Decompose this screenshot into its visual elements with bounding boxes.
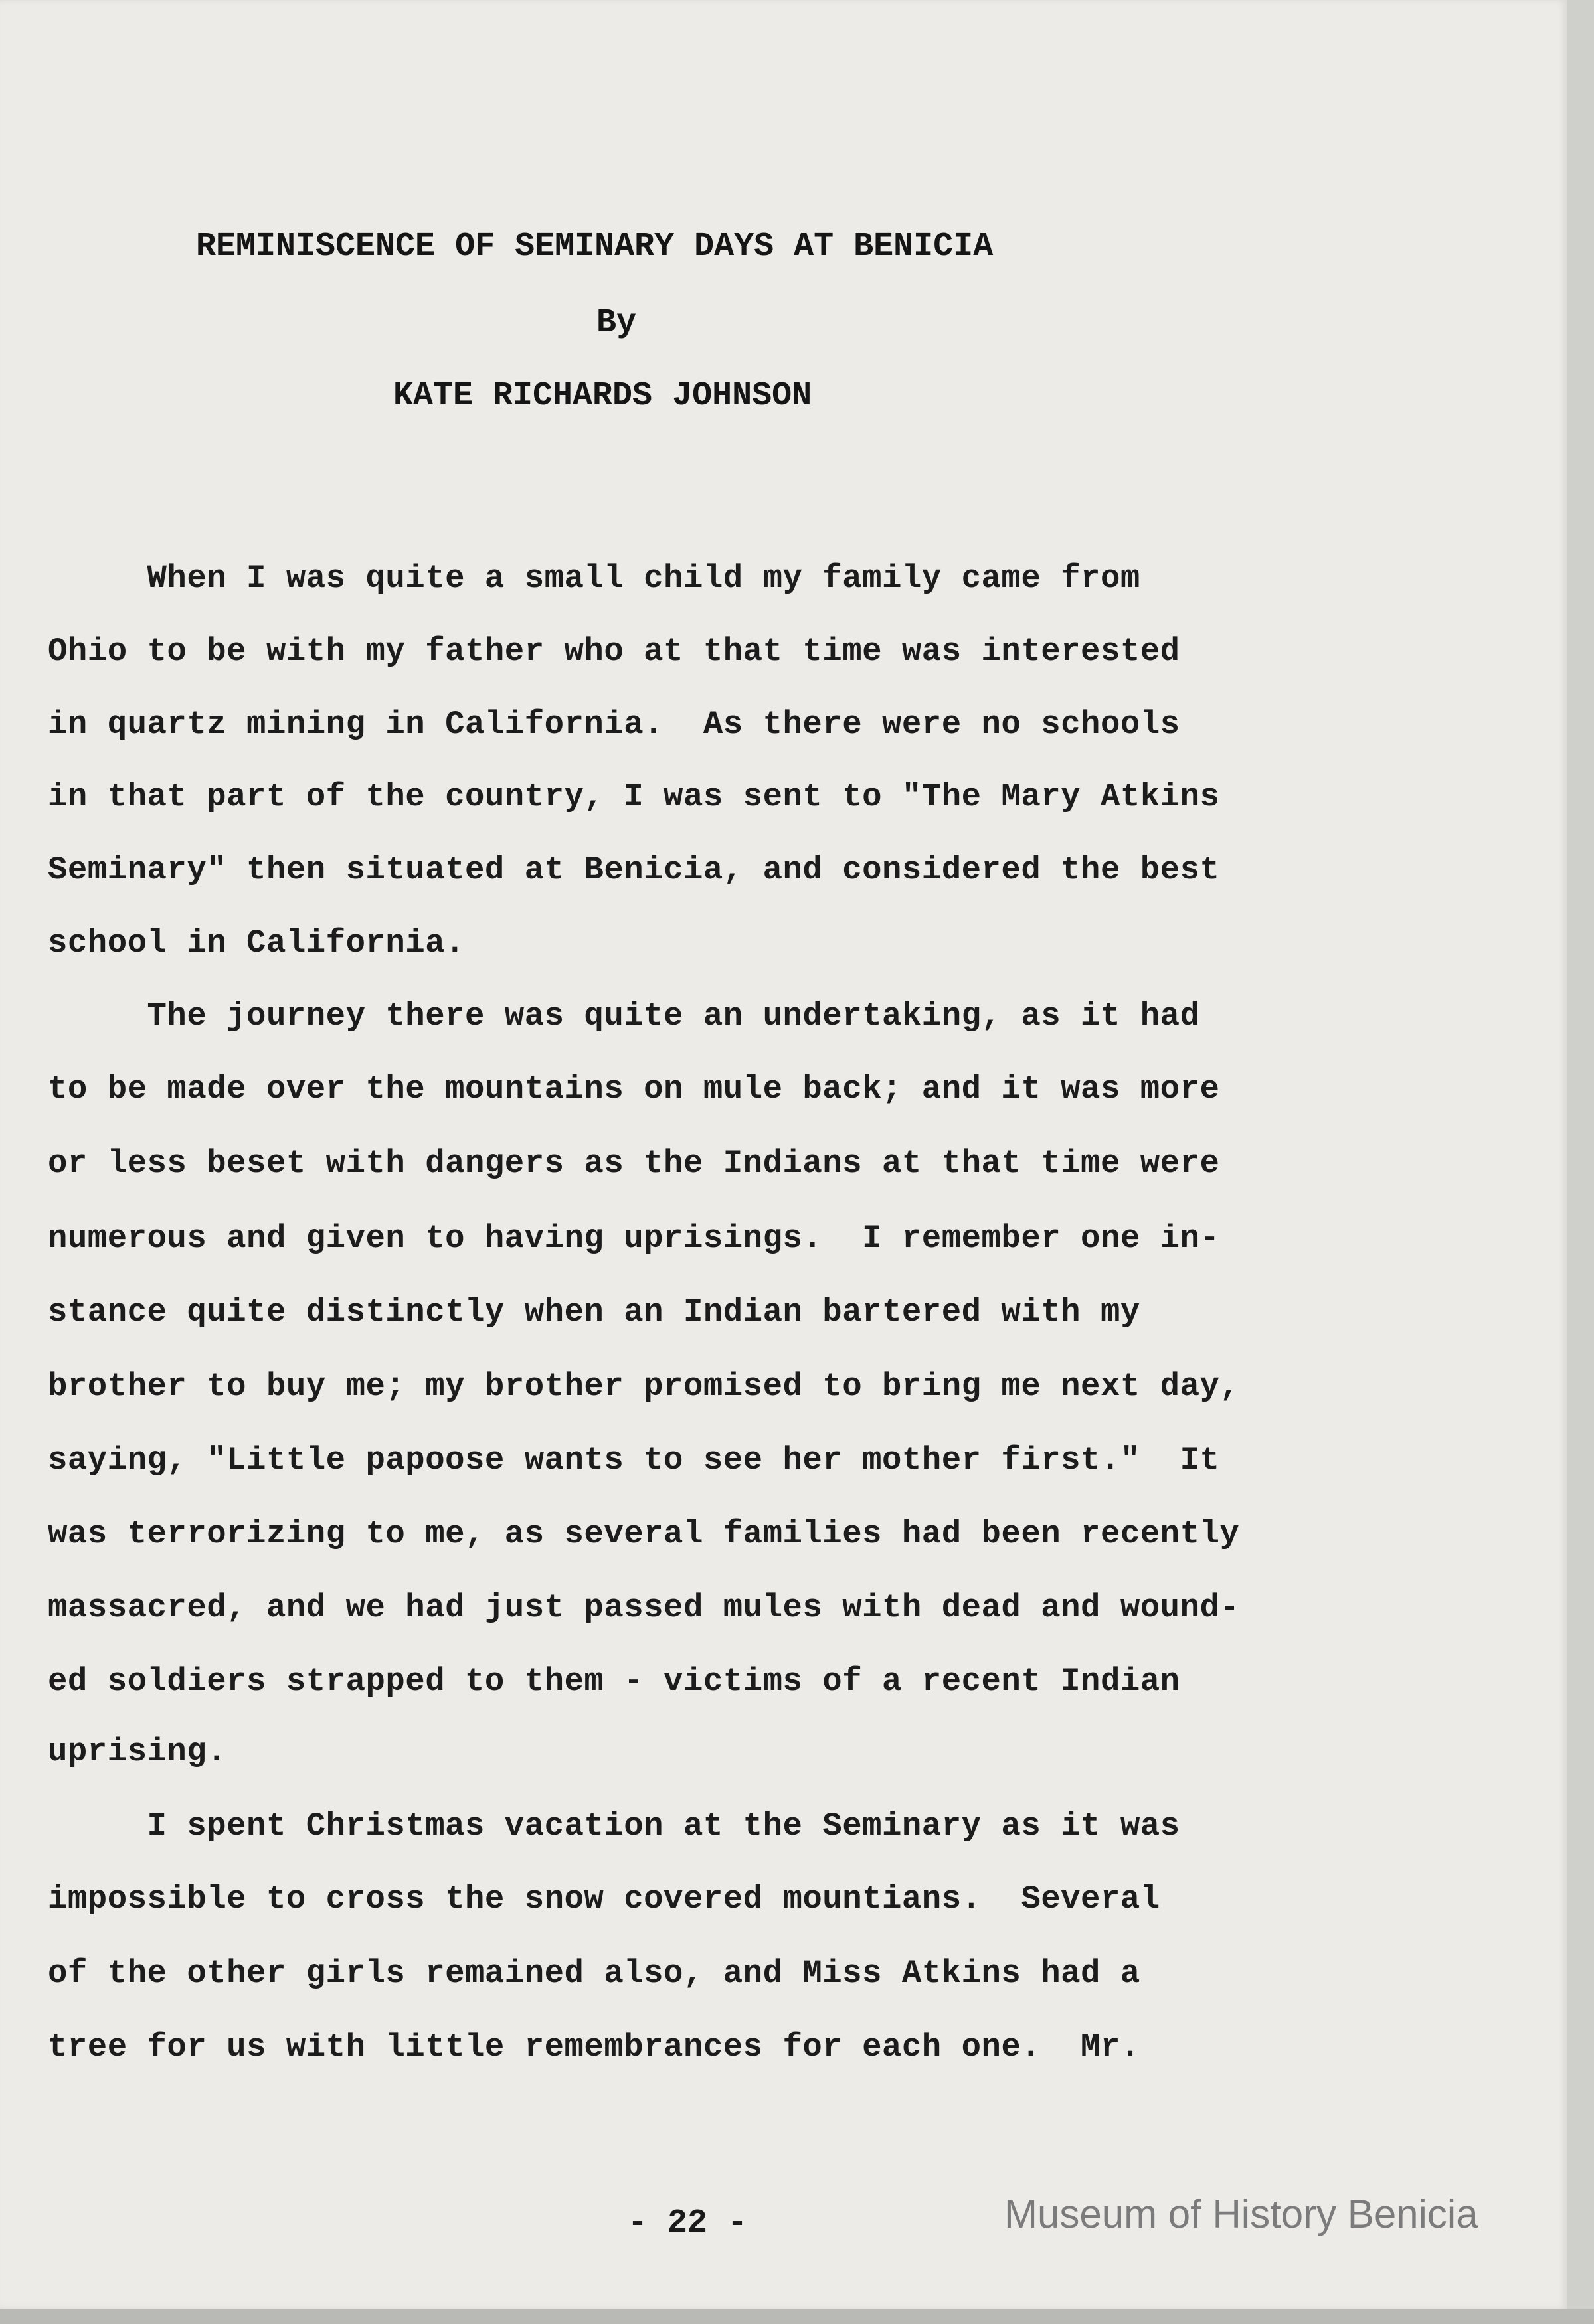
- body-line-20: of the other girls remained also, and Miss Atkins had a: [48, 1955, 1140, 1992]
- body-line-3: in quartz mining in California. As there were no schools: [48, 706, 1180, 743]
- body-line-8: to be made over the mountains on mule back; and it was more: [48, 1070, 1220, 1108]
- byline: By: [596, 304, 637, 342]
- body-line-5: Seminary" then situated at Benicia, and considered the best: [48, 851, 1220, 888]
- body-line-7: The journey there was quite an undertaking, as it had: [48, 997, 1200, 1035]
- body-line-17: uprising.: [48, 1733, 227, 1770]
- page-edge-right: [1567, 0, 1594, 2324]
- body-line-10: numerous and given to having uprisings. I remember one in-: [48, 1220, 1220, 1257]
- body-line-14: was terrorizing to me, as several families had been recently: [48, 1515, 1240, 1552]
- body-line-16: ed soldiers strapped to them - victims of a recent Indian: [48, 1663, 1180, 1700]
- author-name: KATE RICHARDS JOHNSON: [393, 377, 812, 415]
- body-line-1: When I was quite a small child my family came from: [48, 560, 1140, 597]
- body-line-21: tree for us with little remembrances for each one. Mr.: [48, 2029, 1140, 2066]
- body-line-6: school in California.: [48, 924, 466, 961]
- page-edge-bottom: [0, 2309, 1594, 2324]
- body-line-15: massacred, and we had just passed mules with dead and wound-: [48, 1589, 1240, 1626]
- body-line-2: Ohio to be with my father who at that time was interested: [48, 633, 1180, 670]
- body-line-19: impossible to cross the snow covered mountians. Several: [48, 1880, 1160, 1918]
- body-line-9: or less beset with dangers as the Indians at that time were: [48, 1145, 1220, 1182]
- body-line-18: I spent Christmas vacation at the Seminary as it was: [48, 1807, 1180, 1845]
- page-number: - 22 -: [628, 2204, 748, 2242]
- body-line-13: saying, "Little papoose wants to see her mother first." It: [48, 1442, 1220, 1479]
- body-line-12: brother to buy me; my brother promised to bring me next day,: [48, 1368, 1240, 1405]
- body-line-11: stance quite distinctly when an Indian bartered with my: [48, 1293, 1140, 1331]
- museum-watermark: Museum of History Benicia: [1004, 2192, 1478, 2236]
- body-line-4: in that part of the country, I was sent to "The Mary Atkins: [48, 778, 1220, 815]
- document-title: REMINISCENCE OF SEMINARY DAYS AT BENICIA: [196, 228, 994, 266]
